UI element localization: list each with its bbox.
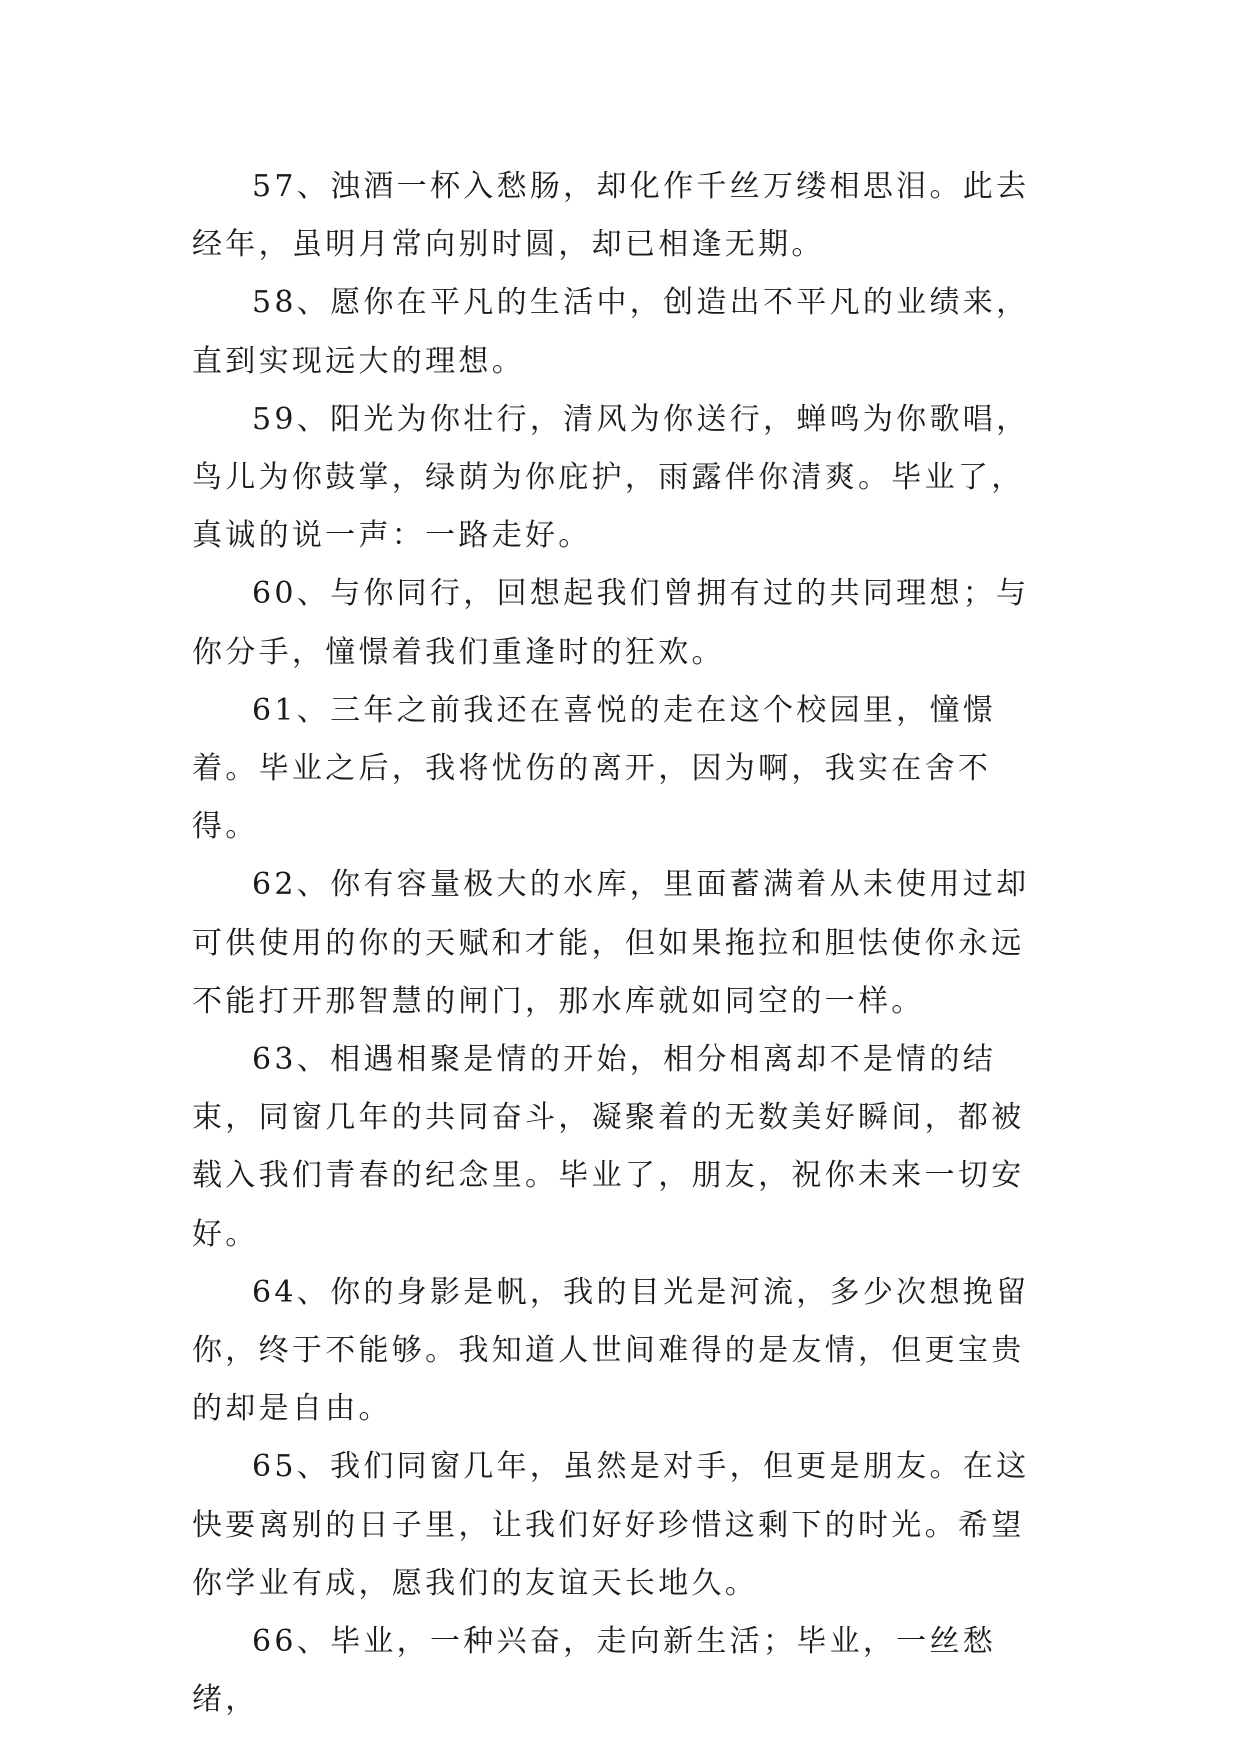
paragraph-57: 57、浊酒一杯入愁肠，却化作千丝万缕相思泪。此去经年，虽明月常向别时圆，却已相逢无期。	[192, 169, 1030, 263]
paragraph-62: 62、你有容量极大的水库，里面蓄满着从未使用过却可供使用的你的天赋和才能，但如果拖拉和胆怯使你永远不能打开那智慧的闸门，那水库就如同空的一样。	[192, 867, 1030, 1019]
paragraph-61: 61、三年之前我还在喜悦的走在这个校园里，憧憬着。毕业之后，我将忧伤的离开，因为啊，我实在舍不得。	[192, 692, 997, 845]
paragraph-64: 64、你的身影是帆，我的目光是河流，多少次想挽留你，终于不能够。我知道人世间难得的是友情，但更宝贵的却是自由。	[192, 1274, 1030, 1427]
paragraph-65: 65、我们同窗几年，虽然是对手，但更是朋友。在这快要离别的日子里，让我们好好珍惜这剩下的时光。希望你学业有成，愿我们的友谊天长地久。	[192, 1449, 1030, 1601]
paragraph-60: 60、与你同行，回想起我们曾拥有过的共同理想；与你分手，憧憬着我们重逢时的狂欢。	[192, 576, 1030, 670]
paragraph-58: 58、愿你在平凡的生活中，创造出不平凡的业绩来，直到实现远大的理想。	[192, 285, 1030, 379]
paragraph-63: 63、相遇相聚是情的开始，相分相离却不是情的结束，同窗几年的共同奋斗，凝聚着的无数美好瞬间，都被载入我们青春的纪念里。毕业了，朋友，祝你未来一切安好。	[192, 1042, 1025, 1252]
paragraph-66: 66、毕业，一种兴奋，走向新生活；毕业，一丝愁绪，	[192, 1624, 997, 1718]
paragraph-59: 59、阳光为你壮行，清风为你送行，蝉鸣为你歌唱，鸟儿为你鼓掌，绿荫为你庇护，雨露伴你清爽。毕业了，真诚的说一声：一路走好。	[192, 401, 1030, 554]
document-body	[192, 158, 1052, 1729]
